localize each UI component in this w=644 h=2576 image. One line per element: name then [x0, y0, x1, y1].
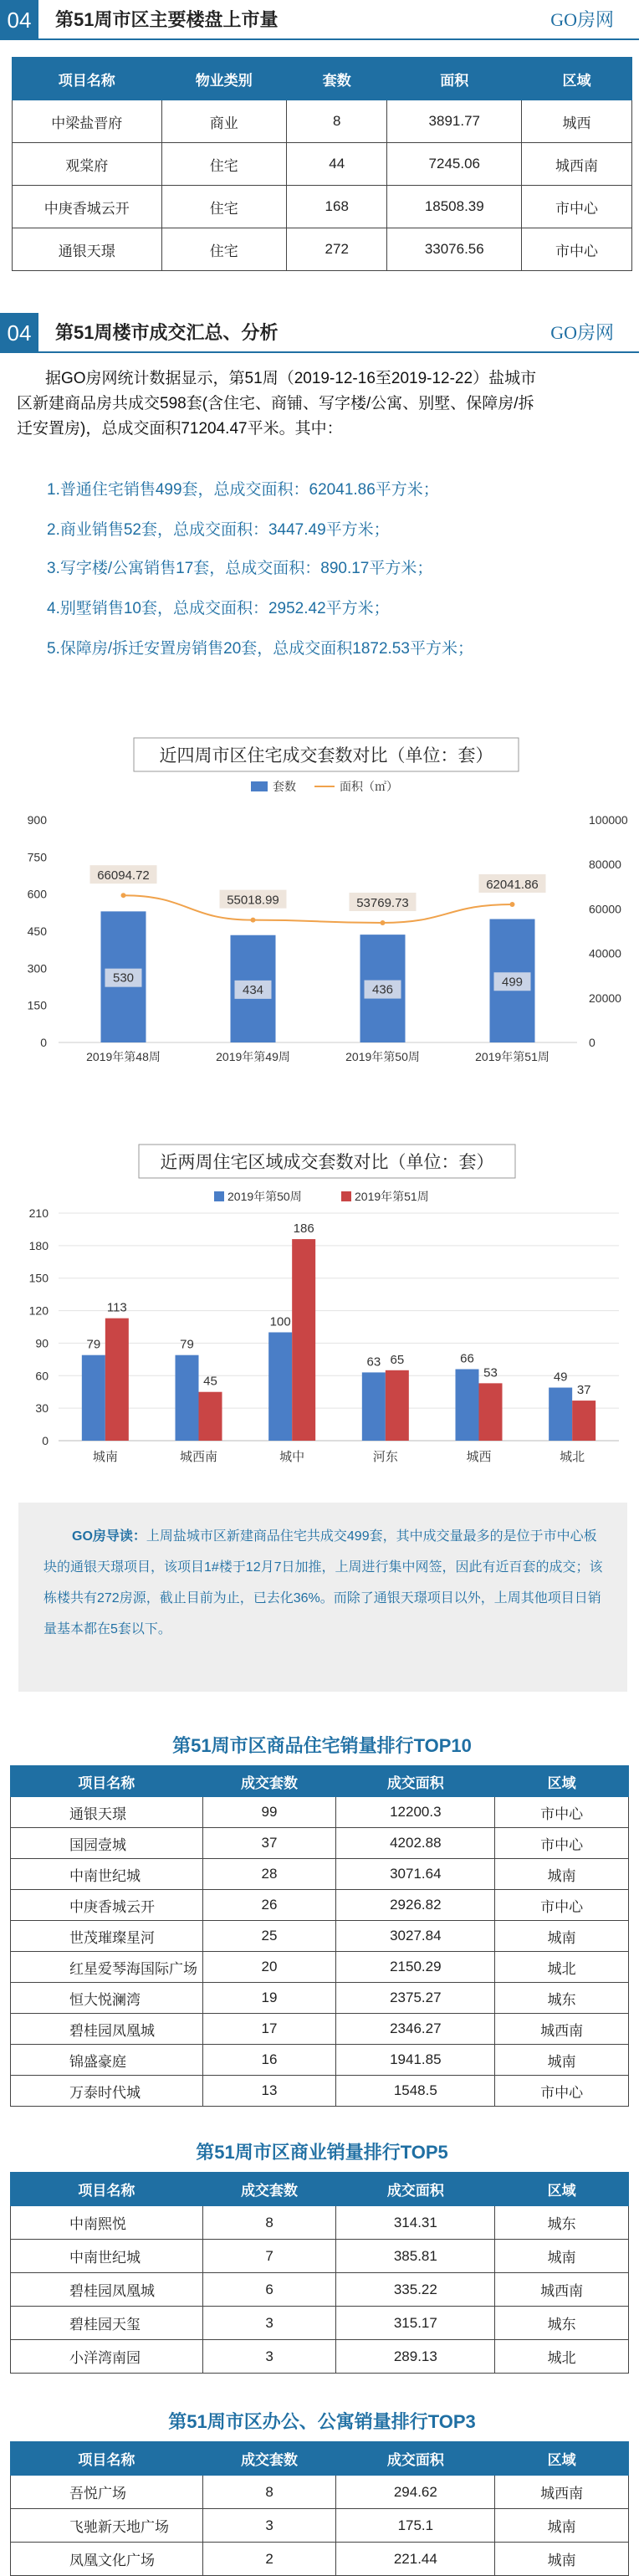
cell: 44 [286, 143, 387, 186]
paragraph-line: 区新建商品房共成交598套(含住宅、商铺、写字楼/公寓、别墅、保障房/拆 [17, 395, 534, 412]
section-title: 第51周市区主要楼盘上市量 [55, 9, 279, 30]
section-header-summary [0, 313, 644, 353]
cell: 26 [202, 1890, 336, 1921]
logo-text: GO房网 [550, 9, 614, 30]
cell: 城北 [495, 1952, 629, 1983]
cell: 7 [202, 2240, 336, 2273]
cell: 8 [202, 2206, 336, 2240]
summary-paragraph [17, 366, 631, 442]
y-tick-label: 30 [35, 1401, 49, 1416]
table-row [11, 2045, 629, 2076]
logo-text: GO房网 [550, 322, 614, 343]
summary-item: 1.普通住宅销售499套，总成交面积：62041.86平方米； [47, 481, 439, 499]
cell: 3071.64 [336, 1859, 495, 1890]
summary-item: 3.写字楼/公寓销售17套，总成交面积：890.17平方米； [47, 560, 433, 577]
bar [268, 1332, 292, 1441]
legend-label: 套数 [273, 780, 296, 793]
bar [176, 1355, 199, 1441]
cell: 城南 [495, 2045, 629, 2076]
cell: 城东 [495, 2206, 629, 2240]
cell: 中梁盐晋府 [13, 100, 162, 143]
x-tick-label: 河东 [372, 1450, 398, 1464]
cell: 吾悦广场 [11, 2476, 203, 2509]
bar-label: 499 [501, 975, 524, 990]
cell: 314.31 [336, 2206, 495, 2240]
cell: 289.13 [336, 2340, 495, 2374]
bar [362, 1372, 386, 1441]
cell: 城西南 [495, 2014, 629, 2045]
cell: 市中心 [495, 1797, 629, 1828]
bar-label: 530 [112, 970, 135, 986]
col-header: 项目名称 [11, 2442, 203, 2476]
cell: 3 [202, 2509, 336, 2543]
x-tick-label: 2019年第50周 [345, 1050, 420, 1063]
line-point [121, 893, 126, 898]
bar-label: 49 [553, 1370, 568, 1385]
cell: 城西南 [522, 143, 632, 186]
col-header: 区域 [495, 2442, 629, 2476]
cell: 住宅 [161, 186, 286, 228]
table-row [11, 1921, 629, 1952]
y-tick-label: 600 [27, 887, 47, 901]
paragraph-line: 迁安置房)，总成交面积71204.47平米。其中： [17, 420, 343, 438]
col-header: 物业类别 [161, 58, 286, 100]
cell: 18508.39 [387, 186, 522, 228]
cell: 99 [202, 1797, 336, 1828]
table-row [11, 1797, 629, 1828]
x-tick-label: 城中 [279, 1450, 305, 1464]
col-header: 成交面积 [336, 1766, 495, 1797]
cell: 20 [202, 1952, 336, 1983]
x-tick-label: 城南 [92, 1450, 118, 1464]
table-header-row [11, 1766, 629, 1797]
cell: 城南 [495, 2509, 629, 2543]
col-header: 项目名称 [13, 58, 162, 100]
col-header: 项目名称 [11, 1766, 203, 1797]
bar-label: 53 [483, 1365, 498, 1380]
bar [105, 1319, 129, 1441]
table-row [11, 1828, 629, 1859]
cell: 221.44 [336, 2543, 495, 2576]
y-tick-label: 120 [28, 1303, 49, 1318]
rank-title: 第51周市区商业销量排行TOP5 [196, 2142, 448, 2163]
bar-label: 79 [86, 1337, 101, 1352]
cell: 市中心 [495, 1890, 629, 1921]
cell: 8 [286, 100, 387, 143]
cell: 16 [202, 2045, 336, 2076]
section-header-listings [0, 0, 644, 40]
line-label: 53769.73 [356, 895, 409, 910]
bar [456, 1370, 479, 1441]
x-tick-label: 2019年第51周 [475, 1050, 549, 1063]
bar [199, 1392, 222, 1441]
line-point [251, 918, 256, 923]
paragraph-line: 据GO房网统计数据显示，第51周（2019-12-16至2019-12-22）盐城市 [45, 370, 537, 387]
cell: 25 [202, 1921, 336, 1952]
line-point [510, 902, 515, 907]
y-tick-label: 90 [35, 1336, 49, 1350]
table-row [11, 2340, 629, 2374]
y-tick-label: 900 [27, 813, 47, 827]
table-row [13, 143, 632, 186]
bar-label: 434 [242, 982, 264, 997]
bar [479, 1383, 503, 1441]
bar-label: 79 [180, 1337, 194, 1352]
summary-item: 4.别墅销售10套，总成交面积：2952.42平方米； [47, 600, 390, 617]
y-tick-label: 180 [28, 1238, 49, 1252]
cell: 锦盛豪庭 [11, 2045, 203, 2076]
cell: 7245.06 [387, 143, 522, 186]
section-number: 04 [0, 313, 38, 353]
cell: 红星爱琴海国际广场 [11, 1952, 203, 1983]
bar [549, 1388, 572, 1441]
cell: 中庚香城云开 [13, 186, 162, 228]
cell: 凤凰文化广场 [11, 2543, 203, 2576]
bar-label: 113 [106, 1300, 127, 1315]
bar [572, 1401, 595, 1441]
cell: 175.1 [336, 2509, 495, 2543]
cell: 315.17 [336, 2307, 495, 2340]
line-label: 55018.99 [227, 893, 279, 908]
line-point [381, 920, 386, 925]
area-line [124, 895, 513, 923]
cell: 市中心 [522, 186, 632, 228]
cell: 2346.27 [336, 2014, 495, 2045]
col-header: 成交面积 [336, 2173, 495, 2206]
cell: 19 [202, 1983, 336, 2014]
bar-label: 63 [366, 1355, 381, 1370]
bar [386, 1370, 409, 1441]
x-tick-label: 城西 [466, 1450, 492, 1464]
cell: 6 [202, 2273, 336, 2307]
section-divider [38, 351, 639, 353]
table-row [11, 2543, 629, 2576]
table-row [11, 1952, 629, 1983]
cell: 城南 [495, 1859, 629, 1890]
cell: 2926.82 [336, 1890, 495, 1921]
cell: 城南 [495, 2543, 629, 2576]
chart-title: 近四周市区住宅成交套数对比（单位：套） [159, 746, 493, 766]
cell: 294.62 [336, 2476, 495, 2509]
y2-tick-label: 100000 [589, 813, 628, 827]
cell: 住宅 [161, 143, 286, 186]
cell: 168 [286, 186, 387, 228]
rank-title: 第51周市区商品住宅销量排行TOP10 [172, 1735, 472, 1756]
cell: 4202.88 [336, 1828, 495, 1859]
legend-label: 2019年第51周 [355, 1190, 429, 1203]
y-tick-label: 0 [40, 1036, 47, 1049]
cell: 385.81 [336, 2240, 495, 2273]
section-title: 第51周楼市成交汇总、分析 [55, 322, 279, 343]
col-header: 面积 [387, 58, 522, 100]
table-row [11, 1890, 629, 1921]
cell: 通银天璟 [11, 1797, 203, 1828]
cell: 城南 [495, 1921, 629, 1952]
cell: 3891.77 [387, 100, 522, 143]
cell: 17 [202, 2014, 336, 2045]
y-tick-label: 300 [27, 961, 47, 976]
summary-item: 5.保障房/拆迁安置房销售20套，总成交面积1872.53平方米； [47, 640, 473, 658]
cell: 观棠府 [13, 143, 162, 186]
cell: 小洋湾南园 [11, 2340, 203, 2374]
x-tick-label: 城北 [560, 1450, 585, 1464]
bar-label: 66 [460, 1351, 474, 1366]
rank-title: 第51周市区办公、公寓销量排行TOP3 [168, 2411, 476, 2432]
cell: 13 [202, 2076, 336, 2107]
cell: 城东 [495, 1983, 629, 2014]
y-tick-label: 0 [42, 1434, 49, 1447]
cell: 中庚香城云开 [11, 1890, 203, 1921]
cell: 城东 [495, 2307, 629, 2340]
cell: 中南世纪城 [11, 2240, 203, 2273]
table-row [11, 2206, 629, 2240]
y2-tick-label: 60000 [589, 902, 621, 916]
cell: 2375.27 [336, 1983, 495, 2014]
cell: 城西南 [495, 2476, 629, 2509]
cell: 市中心 [495, 2076, 629, 2107]
residential-top10-table [10, 1765, 629, 2107]
cell: 国园壹城 [11, 1828, 203, 1859]
col-header: 套数 [286, 58, 387, 100]
guide-note-label: GO房导读： [72, 1529, 146, 1544]
bar-label: 45 [203, 1374, 217, 1389]
cell: 1941.85 [336, 2045, 495, 2076]
commercial-top5-table [10, 2172, 629, 2374]
cell: 335.22 [336, 2273, 495, 2307]
table-row [11, 2014, 629, 2045]
cell: 城北 [495, 2340, 629, 2374]
x-tick-label: 2019年第48周 [86, 1050, 161, 1063]
cell: 飞驰新天地广场 [11, 2509, 203, 2543]
cell: 世茂璀璨星河 [11, 1921, 203, 1952]
table-row [11, 2273, 629, 2307]
legend-swatch [214, 1191, 224, 1201]
col-header: 成交面积 [336, 2442, 495, 2476]
guide-note [18, 1503, 627, 1692]
district-volume-chart [0, 1129, 644, 1464]
guide-note-body: 上周盐城市区新建商品住宅共成交499套，其中成交量最多的是位于市中心板块的通银天璟项目，该项目1#楼于12月7日加推，上周进行集中网签，因此有近百套的成交；该栋楼共有272房源，截止目前为止，已去化36%。而除了通银天璟项目以外，上周其他项目日销量基本都在5套以下。 [43, 1529, 603, 1636]
table-header-row [11, 2442, 629, 2476]
cell: 商业 [161, 100, 286, 143]
col-header: 成交套数 [202, 2173, 336, 2206]
cell: 城西 [522, 100, 632, 143]
y2-tick-label: 40000 [589, 946, 621, 960]
cell: 3 [202, 2340, 336, 2374]
bar-label: 100 [269, 1314, 291, 1329]
office-top3-table [10, 2441, 629, 2576]
cell: 中南世纪城 [11, 1859, 203, 1890]
table-row [11, 2076, 629, 2107]
bar-label: 436 [371, 982, 394, 997]
legend-swatch [341, 1191, 351, 1201]
cell: 33076.56 [387, 228, 522, 271]
cell: 市中心 [522, 228, 632, 271]
weekly-volume-chart [0, 725, 644, 1076]
summary-item: 2.商业销售52套，总成交面积：3447.49平方米； [47, 521, 390, 539]
cell: 37 [202, 1828, 336, 1859]
table-row [11, 2476, 629, 2509]
legend-swatch [251, 781, 268, 791]
table-header-row [11, 2173, 629, 2206]
table-row [13, 100, 632, 143]
y-tick-label: 150 [27, 998, 47, 1012]
cell: 2150.29 [336, 1952, 495, 1983]
chart-title: 近两周住宅区域成交套数对比（单位：套） [160, 1153, 494, 1172]
y-tick-label: 60 [35, 1369, 49, 1383]
cell: 8 [202, 2476, 336, 2509]
table-row [11, 1859, 629, 1890]
listings-table [12, 57, 632, 271]
legend-label: 2019年第50周 [227, 1190, 302, 1203]
col-header: 成交套数 [202, 1766, 336, 1797]
cell: 3027.84 [336, 1921, 495, 1952]
cell: 住宅 [161, 228, 286, 271]
y-tick-label: 150 [28, 1271, 49, 1285]
bar-label: 65 [390, 1352, 405, 1367]
y-tick-label: 210 [28, 1206, 49, 1220]
line-label: 66094.72 [97, 868, 150, 883]
cell: 城南 [495, 2240, 629, 2273]
y-tick-label: 450 [27, 924, 47, 938]
y2-tick-label: 0 [589, 1036, 595, 1049]
bar [82, 1355, 105, 1441]
y2-tick-label: 20000 [589, 991, 621, 1005]
cell: 万泰时代城 [11, 2076, 203, 2107]
cell: 碧桂园天玺 [11, 2307, 203, 2340]
cell: 12200.3 [336, 1797, 495, 1828]
line-label: 62041.86 [486, 877, 539, 892]
cell: 市中心 [495, 1828, 629, 1859]
cell: 28 [202, 1859, 336, 1890]
section-number: 04 [0, 0, 38, 40]
col-header: 成交套数 [202, 2442, 336, 2476]
bar-label: 37 [576, 1383, 591, 1398]
col-header: 项目名称 [11, 2173, 203, 2206]
section-divider [38, 38, 639, 40]
cell: 272 [286, 228, 387, 271]
cell: 3 [202, 2307, 336, 2340]
y2-tick-label: 80000 [589, 858, 621, 872]
cell: 碧桂园凤凰城 [11, 2273, 203, 2307]
table-row [13, 186, 632, 228]
col-header: 区域 [495, 1766, 629, 1797]
legend-label: 面积（㎡） [340, 780, 398, 793]
cell: 1548.5 [336, 2076, 495, 2107]
cell: 城西南 [495, 2273, 629, 2307]
y-tick-label: 750 [27, 850, 47, 864]
cell: 中南熙悦 [11, 2206, 203, 2240]
table-row [13, 228, 632, 271]
guide-note-text [43, 1521, 604, 1645]
table-row [11, 2240, 629, 2273]
col-header: 区域 [522, 58, 632, 100]
cell: 2 [202, 2543, 336, 2576]
cell: 恒大悦澜湾 [11, 1983, 203, 2014]
col-header: 区域 [495, 2173, 629, 2206]
bar-label: 186 [293, 1221, 314, 1237]
bar [292, 1239, 315, 1441]
x-tick-label: 城西南 [179, 1450, 218, 1464]
table-row [11, 2509, 629, 2543]
x-tick-label: 2019年第49周 [216, 1050, 290, 1063]
cell: 通银天璟 [13, 228, 162, 271]
table-row [11, 1983, 629, 2014]
cell: 碧桂园凤凰城 [11, 2014, 203, 2045]
table-row [11, 2307, 629, 2340]
